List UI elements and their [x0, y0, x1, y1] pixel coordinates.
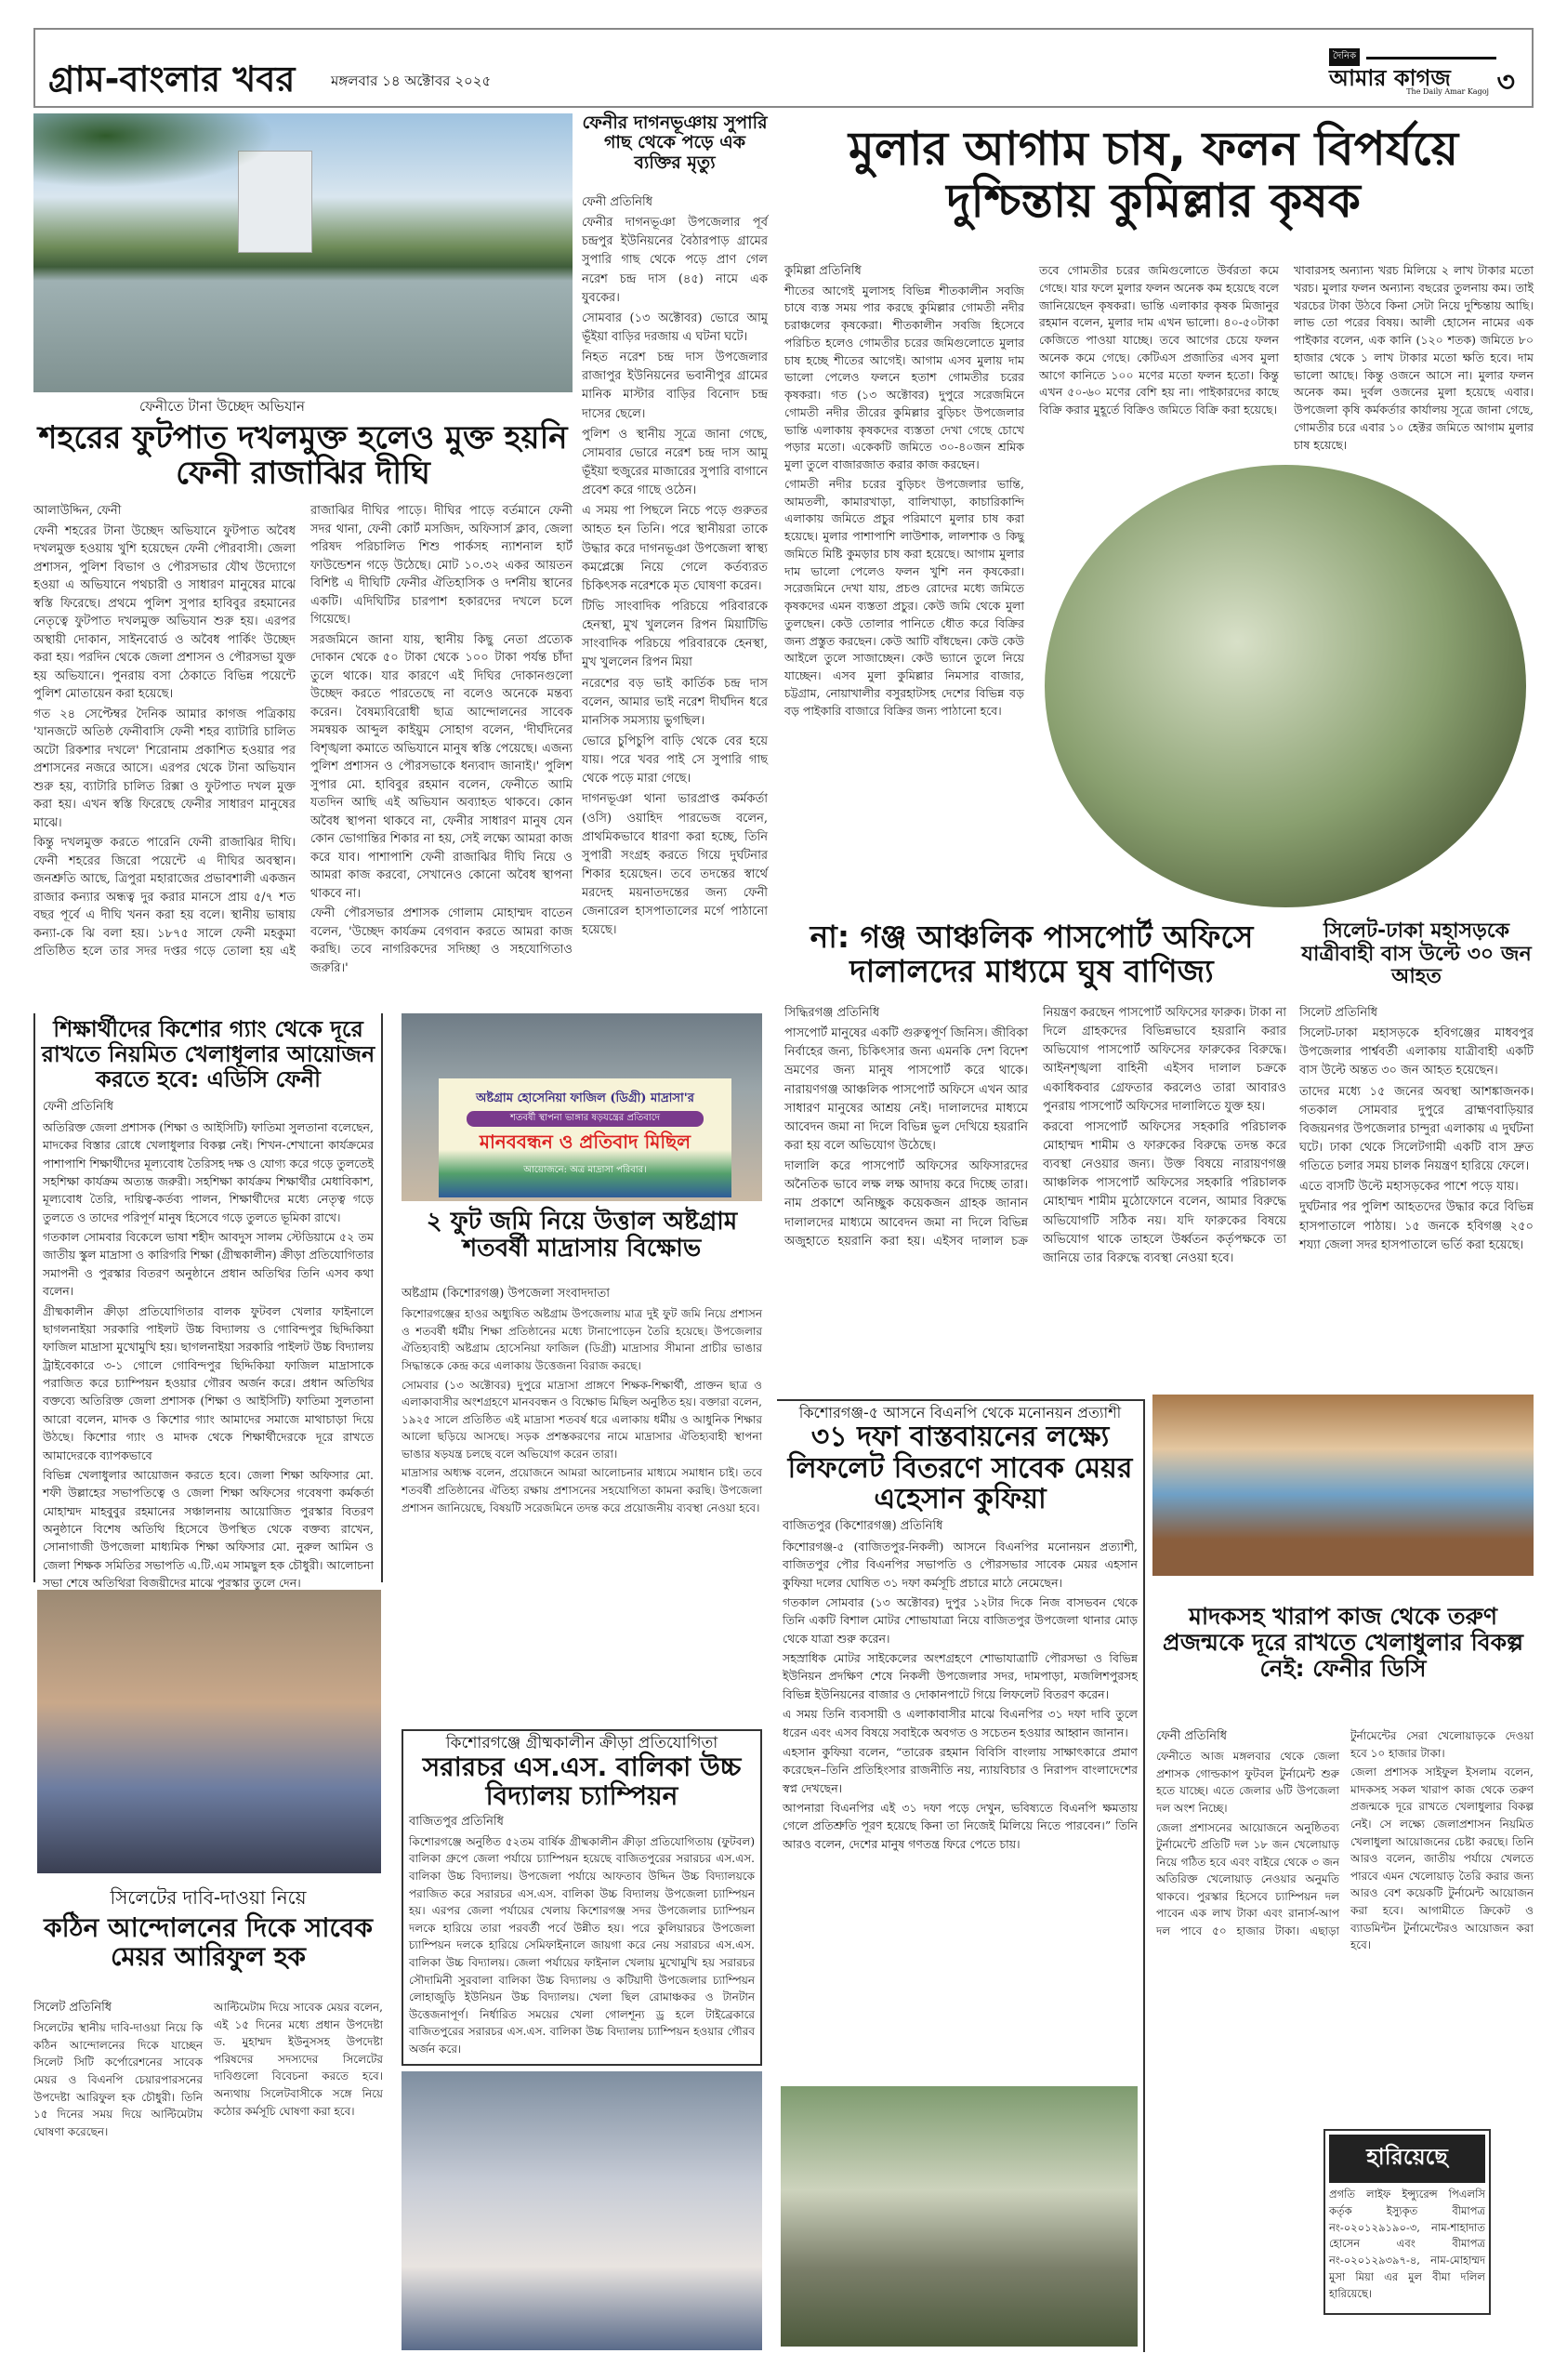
tree-shape	[33, 113, 275, 188]
logo-skyline-icon	[1366, 50, 1496, 60]
paragraph: দালালি করে পাসপোর্ট অফিসের অফিসারদের অনৈতিক ভাবে লক্ষ লক্ষ আদায় করে দিচ্ছে তারা। নাম প্রকাশে অনিচ্ছুক কয়েকজন গ্রাহক জানান দালালদের মাধ্যমে আবেদন জমা না দিলে বিভিন্ন অজুহাতে হয়রানি করা হয়। এইসব দালাল চক্র নিয়ন্ত্রণ করছেন পাসপোর্ট অফিসের ফারুক। টাকা না দিলে গ্রাহকদের বিভিন্নভাবে হয়রানি করার অভিযোগ পাসপোর্ট অফিসের ফারুকের বিরুদ্ধে। আইনশৃঙ্খলা বাহিনী এইসব দালাল চক্রকে একাধিকবার গ্রেফতার করলেও তারা আবারও পুনরায় পাসপোর্ট অফিসের দালালিতে যুক্ত হয়।	[784, 1006, 1286, 1249]
article-sylhet-bus	[1299, 1004, 1534, 1385]
article-feni-rajajhir	[33, 502, 573, 1004]
paragraph: গতকাল সোমবার বিকেলে ভাষা শহীদ আবদুস সালম স্টেডিয়ামে ৫২ তম জাতীয় স্কুল মাদ্রাসা ও কারিগরি শিক্ষা (গ্রীষ্মকালীন) ক্রীড়া প্রতিযোগিতার সমাপনী ও পুরস্কার বিতরণ অনুষ্ঠানে প্রধান অতিথির তিনি এসব কথা বলেন।	[43, 1230, 374, 1299]
sararchar-photo	[402, 2071, 762, 2350]
banner-line-1: অষ্টগ্রাম হোসেনিয়া ফাজিল (ডিগ্রী) মাদ্রাসা'র	[476, 1091, 694, 1105]
radish-column-1	[784, 262, 1024, 721]
logo-daily-label: দৈনিক	[1329, 48, 1360, 66]
byline: ফেনী প্রতিনিধি	[582, 195, 653, 209]
kicker-bnp: কিশোরগঞ্জ-৫ আসনে বিএনপি থেকে মনোনয়ন প্রত্যাশী	[798, 1404, 1122, 1421]
headline-feni-dc: মাদকসহ খারাপ কাজ থেকে তরুণ প্রজন্মকে দূরে রাখতে খেলাধুলার বিকল্প নেই: ফেনীর ডিসি	[1163, 1603, 1523, 1682]
headline-astagram: ২ ফুট জমি নিয়ে উত্তাল অষ্টগ্রাম শতবর্ষী মাদ্রাসায় বিক্ষোভ	[426, 1208, 738, 1263]
paragraph: গোমতী নদীর চরের বুড়িচং উপজেলার ভান্তি, আমতলী, কামারখাড়া, বালিখাড়া, কাচারিকান্দি এলাকায় জমিতে প্রচুর পরিমাণে মুলার চাষ করা হয়েছে। মুলার পাশাপাশি লাউশাক, লালশাক ও কিছু জমিতে মিষ্টি কুমড়ার চাষ করা হয়েছে। আগাম মুলার দাম ভালো পেলেও ফলন খুশি নন কৃষকেরা। সরেজমিনে দেখা যায়, প্রচণ্ড রোদের মধ্যে জমিতে কৃষকদের এমন ব্যস্ততা প্রচুর। কেউ জমি থেকে মুলা তুলছেন। কেউ তোলার পানিতে ধৌত করে বিক্রির জন্য প্রস্তুত করছেন। কেউ আটি বাঁধছেন। কেউ কেউ আইলে তুলে সাজাচ্ছেন। কেউ ভ্যানে তুলে নিয়ে যাচ্ছেন। এসব মুলা কুমিল্লার নিমসার বাজার, চট্টগ্রাম, নোয়াখালীর বসুরহাটসহ দেশের বিভিন্ন বড় বড় পাইকারি বাজারে বিক্রির জন্য পাঠানো হবে।	[784, 476, 1024, 718]
article-sararchar	[403, 1811, 760, 2056]
paragraph: মাদ্রাসার অধ্যক্ষ বলেন, প্রয়োজনে আমরা আলোচনার মাধ্যমে সমাধান চাই। তবে শতবর্ষী প্রতিষ্ঠানের ঐতিহ্য রক্ষায় প্রশাসনের সহযোগিতা কামনা করছি। উপজেলা প্রশাসন জানিয়েছে, বিষয়টি সরেজমিনে তদন্ত করে প্রয়োজনীয় ব্যবস্থা নেওয়া হবে।	[402, 1466, 762, 1514]
paragraph: এহসান কুফিয়া বলেন, “তারেক রহমান বিবিসি বাংলায় সাক্ষাৎকারে প্রমাণ করেছেন–তিনি প্রতিহিংসার রাজনীতি নয়, ন্যায়বিচার ও নিরাপদ বাংলাদেশের স্বপ্ন দেখছেন।	[783, 1744, 1138, 1795]
byline: সিলেট প্রতিনিধি	[1299, 1006, 1378, 1020]
adc-feni-box	[33, 1013, 383, 1591]
headline-supari: ফেনীর দাগনভূঞায় সুপারি গাছ থেকে পড়ে এক ব্যক্তির মৃত্যু	[582, 112, 768, 173]
paragraph: বিভিন্ন খেলাধুলার আয়োজন করতে হবে। জেলা শিক্ষা অফিসার মো. শফী উল্লাহের সভাপতিত্বে ও জেলা শিক্ষা অফিসের গবেষণা কর্মকর্তা মোহাম্মদ মাহবুবুর রহমানের সঞ্চালনায় আয়োজিত পুরস্কার বিতরণ অনুষ্ঠানে বিশেষ অতিথি হিসেবে উপস্থিত থেকে বক্তব্য রাখেন, সোনাগাজী উপজেলা মাধ্যমিক শিক্ষা অফিসার মো. নুরুল আমিন ও জেলা শিক্ষক সমিতির সভাপতি এ.টি.এম সামছুল হক চৌধুরী। আলোচনা সভা শেষে অতিথিরা বিজয়ীদের মাঝে পুরস্কার তুলে দেন।	[43, 1467, 374, 1591]
paragraph: তাদের মধ্যে ১৫ জনের অবস্থা আশঙ্কাজনক। গতকাল সোমবার দুপুরে ব্রাহ্মণবাড়িয়ার বিজয়নগর উপজেলার চান্দুরা এলাকায় এ দুর্ঘটনা ঘটে। ঢাকা থেকে সিলেটগামী একটি বাস দ্রুত গতিতে চলার সময় চালক নিয়ন্ত্রণ হারিয়ে ফেলে।	[1299, 1084, 1534, 1174]
article-feni-dc	[1156, 1727, 1534, 2136]
paragraph: কিশোরগঞ্জের হাওর অধ্যুষিত অষ্টগ্রাম উপজেলায় মাত্র দুই ফুট জমি নিয়ে প্রশাসন ও শতবর্ষী ধর্মীয় শিক্ষা প্রতিষ্ঠানের মধ্যে টানাপোড়েন তৈরি হয়েছে। উপজেলার ঐতিহ্যবাহী অষ্টগ্রাম হোসেনিয়া ফাজিল (ডিগ্রী) মাদ্রাসার সীমানা প্রাচীর ভাঙার সিদ্ধান্তকে কেন্দ্র করে এলাকায় উত্তেজনা বিরাজ করছে।	[402, 1307, 762, 1372]
lost-notice-title: হারিয়েছে	[1329, 2135, 1485, 2183]
bnp-box	[777, 1399, 1145, 2352]
newspaper-logo	[1329, 48, 1515, 100]
paragraph: গত ২৪ সেপ্টেম্বর দৈনিক আমার কাগজ পত্রিকায় 'যানজটে অতিষ্ঠ ফেনীবাসি ফেনী শহর ব্যাটারি চালিত অটো রিকশার দখলে' শিরোনাম প্রকাশিত হওয়ার পর প্রশাসনের নজরে আসে। এরপর থেকে টানা অভিযান শুরু হয়, ব্যাটারি চালিত রিক্সা ও ফুটপাত দখল মুক্ত করা হয়। এখন স্বস্তি ফিরেছে ফেনীর সাধারণ মানুষের মাঝে।	[33, 707, 296, 830]
paragraph: অতিরিক্ত জেলা প্রশাসক (শিক্ষা ও আইসিটি) ফাতিমা সুলতানা বলেছেন, মাদকের বিস্তার রোধে খেলাধুলার বিকল্প নেই। শিখন-শেখানো কার্যক্রমের পাশাপাশি শিক্ষার্থীদের মূল্যবোধ তৈরিসহ দক্ষ ও যোগ্য করে গড়ে তুলতেই সহশিক্ষা কার্যক্রম অত্যন্ত জরুরী। সহশিক্ষা কার্যক্রম শিক্ষার্থীর মেধাবিকাশ, মূল্যবোধ তৈরি, দায়িত্ব-কর্তব্য পালন, শিক্ষার্থীদের মধ্যে নেতৃত্ব গড়ে তুলতে ও তাদের পরিপূর্ণ মানুষ হিসেবে গড়ে তুলতে ভূমিকা রাখে।	[43, 1119, 374, 1224]
paragraph: করবো পাসপোর্ট অফিসের সহকারি পরিচালক মোহাম্মদ শামীম ও ফারুকের বিরুদ্ধে তদন্ত করে ব্যবস্থা নেওয়ার জন্য। উক্ত বিষয়ে নারায়ণগঞ্জ আঞ্চলিক পাসপোর্ট অফিসের সহকারি পরিচালক মোহাম্মদ শামীম মুঠোফোনে বলেন, আমার বিরুদ্ধে অভিযোগটি সঠিক নয়। যদি ফারুকের বিষয়ে অভিযোগ থাকে তাহলে উর্ধ্বতন কর্তৃপক্ষকে তা জানিয়ে তার বিরুদ্ধে ব্যবস্থা নেওয়া হবে।	[1043, 1119, 1286, 1265]
headline-bnp: ৩১ দফা বাস্তবায়নের লক্ষ্যে লিফলেট বিতরণে সাবেক মেয়র এহেসান কুফিয়া	[787, 1420, 1133, 1516]
paragraph: জেলা প্রশাসক সাইফুল ইসলাম বলেন, মাদকসহ সকল খারাপ কাজ থেকে তরুণ প্রজন্মকে দূরে রাখতে খেলাধুলার বিকল্প নেই। সে লক্ষ্যে জেলাপ্রশাসন নিয়মিত খেলাধুলা আয়োজনের চেষ্টা করছে। তিনি আরও বলেন, জাতীয় পর্যায়ে খেলতে পারবে এমন খেলোয়াড় তৈরি করার জন্য আরও বেশ কয়েকটি টুর্নামেন্ট আয়োজন করা হবে। আগামীতে ক্রিকেট ও ব্যাডমিন্টন টুর্নামেন্টেরও আয়োজন করা হবে।	[1350, 1765, 1534, 1952]
paragraph: সরজমিনে জানা যায়, স্থানীয় কিছু নেতা প্রত্যেক দোকান থেকে ৫০ টাকা থেকে ১০০ টাকা পর্যন্ত চাঁদা তুলে থাকে। যার কারণে এই দিঘির দোকানগুলো উচ্ছেদ করতে পারতেছে না বলেও অনেকে মন্তব্য করেন। বৈষম্যবিরোধী ছাত্র আন্দোলনের সাবেক সমন্বয়ক আব্দুল কাইয়ুম সোহাগ বলেন, 'দীর্ঘদিনের বিশৃঙ্খলা কমাতে অভিযানে মানুষ স্বস্তি পেয়েছে। এজন্য পুলিশ প্রশাসন ও পৌরসভাকে ধন্যবাদ জানাই।' পুলিশ সুপার মো. হাবিবুর রহমান বলেন, ফেনীতে আমি যতদিন আছি এই অভিযান অব্যাহত থাকবে। কোন অবৈধ স্থাপনা থাকবে না, ফেনীর সাধারণ মানুষ যেন কোন ভোগান্তির শিকার না হয়, সেই লক্ষ্যে আমরা কাজ করে যাব। পাশাপাশি ফেনী রাজাঝির দীঘি নিয়ে ও আমরা কাজ করবো, সেখানেও কোনো অবৈধ স্থাপনা থাকবে না।	[310, 632, 573, 901]
paragraph: এ সময় পা পিছলে নিচে পড়ে গুরুতর আহত হন তিনি। পরে স্থানীয়রা তাকে উদ্ধার করে দাগনভূঞা উপজেলা স্বাস্থ্য কমপ্লেক্সে নিয়ে গেলে কর্তব্যরত চিকিৎসক নরেশকে মৃত ঘোষণা করেন।	[582, 504, 768, 593]
headline-radish: মুলার আগাম চাষ, ফলন বিপর্যয়ে দুশ্চিন্তায় কুমিল্লার কৃষক	[848, 122, 1459, 228]
feni-lake-photo	[33, 113, 573, 392]
article-supari	[582, 193, 768, 1002]
paragraph: ফেনীর দাগনভূঞা উপজেলার পূর্ব চন্দ্রপুর ইউনিয়নের বৈঠারপাড় গ্রামের সুপারি গাছ থেকে পড়ে প্রাণ গেল নরেশ চন্দ্র দাস (৪৫) নামে এক যুবকের।	[582, 216, 768, 305]
byline: সিলেট প্রতিনিধি	[33, 2001, 112, 2015]
kicker-sararchar: কিশোরগঞ্জে গ্রীষ্মকালীন ক্রীড়া প্রতিযোগিতা	[445, 1734, 718, 1752]
paragraph: জেলা প্রশাসনের আয়োজনে অনুষ্ঠিতব্য টুর্নামেন্টে প্রতিটি দল ১৮ জন খেলোয়াড় নিয়ে গঠিত হবে এবং বাইরে থেকে ৩ জন অতিরিক্ত খেলোয়াড় নেওয়ার অনুমতি থাকবে। পুরস্কার হিসেবে চ্যাম্পিয়ন দল পাবেন এক লাখ টাকা এবং রানার্স-আপ দল পাবে ৫০ হাজার টাকা। এছাড়া টুর্নামেন্টের সেরা খেলোয়াড়কে দেওয়া হবে ১০ হাজার টাকা।	[1156, 1729, 1534, 1938]
photo-caption: ফেনীতে টানা উচ্ছেদ অভিযান	[139, 398, 305, 415]
byline: বাজিতপুর প্রতিনিধি	[409, 1814, 504, 1829]
paragraph: সিলেটের স্থানীয় দাবি-দাওয়া নিয়ে কি কঠিন আন্দোলনের দিকে যাচ্ছেন সিলেট সিটি কর্পোরেশনের সাবেক মেয়র ও বিএনপি চেয়ারপারসনের উপদেষ্টা আরিফুল হক চৌধুরী। তিনি ১৫ দিনের সময় দিয়ে আল্টিমেটাম ঘোষণা করেছেন।	[33, 2021, 203, 2138]
section-title: গ্রাম-বাংলার খবর	[48, 59, 296, 99]
bnp-rally-photo	[781, 2086, 1138, 2347]
paragraph: নরেশের বড় ভাই কার্তিক চন্দ্র দাস বলেন, আমার ভাই নরেশ দীর্ঘদিন ধরে মানসিক সমস্যায় ভুগছিল।	[582, 676, 768, 728]
masthead	[33, 28, 1534, 108]
logo-name: আমার কাগজ	[1329, 65, 1451, 91]
byline: কুমিল্লা প্রতিনিধি	[784, 264, 862, 278]
headline-feni-rajajhir: শহরের ফুটপাত দখলমুক্ত হলেও মুক্ত হয়নি ফেনী রাজাঝির দীঘি	[38, 419, 568, 493]
radish-column-2	[1039, 262, 1279, 421]
byline: ফেনী প্রতিনিধি	[1156, 1729, 1228, 1743]
paragraph: ফেনীতে আজ মঙ্গলবার থেকে জেলা প্রশাসক গোল্ডকাপ ফুটবল টুর্নামেন্ট শুরু হতে যাচ্ছে। এতে জেলার ৬টি উপজেলা দল অংশ নিচ্ছে।	[1156, 1750, 1339, 1815]
paragraph: পাসপোর্ট মানুষের একটি গুরুত্বপূর্ণ জিনিস। জীবিকা নির্বাহের জন্য, চিকিৎসার জন্য এমনকি দেশ বিদেশ ভ্রমণের জন্য মানুষ পাসপোর্ট করে থাকে। নারায়ণগঞ্জ আঞ্চলিক পাসপোর্ট অফিসে এখন আর সাধারণ মানুষের আশ্রয় নেই। দালালদের মাধ্যমে আবেদন জমা না দিলে বিভিন্ন ভুল দেখিয়ে হয়রানি করা হয় বলে অভিযোগ উঠেছে।	[784, 1026, 1028, 1153]
paragraph: ভোরে চুপিচুপি বাড়ি থেকে বের হয়ে যায়। পরে খবর পাই সে সুপারি গাছ থেকে পড়ে মারা গেছে।	[582, 734, 768, 787]
sararchar-box	[402, 1729, 762, 2066]
headline-adc-feni: শিক্ষার্থীদের কিশোর গ্যাং থেকে দূরে রাখতে নিয়মিত খেলাধূলার আয়োজন করতে হবে: এডিসি ফেনী	[41, 1016, 375, 1092]
article-bnp	[777, 1515, 1143, 2036]
paragraph: টিভি সাংবাদিক পরিচয়ে পরিবারকে হেনস্থা, মুখ খুললেন রিপন মিয়াটিভি সাংবাদিক পরিচয়ে পরিবারকে হেনস্থা, মুখ খুললেন রিপন মিয়া	[582, 599, 768, 670]
paragraph: শীতের আগেই মুলাসহ বিভিন্ন শীতকালীন সবজি চাষে ব্যস্ত সময় পার করছে কুমিল্লার গোমতী নদীর চরাঞ্চলের কৃষকেরা। শীতকালীন সবজি হিসেবে পরিচিত হলেও গোমতীর চরের জমিগুলোতে মুলার চাষ হচ্ছে শীতের আগেই। আগাম এসব মুলায় দাম ভালো পেলেও ফলনে হতাশ গোমতীর চরের কৃষকরা। গত (১৩ অক্টোবর) দুপুরে সরেজমিনে গোমতী নদীর তীরের কুমিল্লার বুড়িচং উপজেলার ভান্তি এলাকায় কৃষকদের ব্যস্ততা দেখা গেছে চোখে পড়ার মতো। একেকটি জমিতে ৩০-৪০জন শ্রমিক মুলা তুলে বাজারজাত করার কাজ করছেন।	[784, 283, 1024, 471]
article-passport	[784, 1004, 1286, 1385]
paragraph: আপনারা বিএনপির এই ৩১ দফা পড়ে দেখুন, ভবিষ্যতে বিএনপি ক্ষমতায় গেলে প্রতিশ্রুতি পূরণ হয়েছে কিনা তা নিজেই মিলিয়ে নিতে পারবেন।” তিনি আরও বলেন, দেশের মানুষ গণতন্ত্র ফিরে পেতে চায়।	[783, 1801, 1138, 1851]
feni-dc-photo	[1152, 1395, 1534, 1576]
paragraph: কিন্তু দখলমুক্ত করতে পারেনি ফেনী রাজাঝির দীঘি। ফেনী শহরের জিরো পয়েন্টে এ দীঘির অবস্থান। জনশ্রুতি আছে, ত্রিপুরা মহারাজের প্রভাবশালী একজন রাজার কন্যার অন্ধত্ব দুর করার মানসে প্রায় ৫/৭ শত বছর পূর্বে এ দীঘি খনন করা হয় বলে। স্থানীয় ভাষায় কন্যা-কে ঝি বলা হয়। ১৮৭৫ সালে ফেনী মহকুমা প্রতিষ্ঠিত হলে তার সদর দপ্তর গড়ে তোলা হয় এই রাজাঝির দীঘির পাড়ে। দীঘির পাড়ে বর্তমানে ফেনী সদর থানা, ফেনী কোর্ট মসজিদ, অফিসার্স ক্লাব, জেলা পরিষদ পরিচালিত শিশু পার্কসহ ন্যাশনাল হার্ট ফাউন্ডেশন গড়ে উঠেছে। মোট ১০.৩২ একর আয়তন বিশিষ্ট এ দীঘিটি ফেনীর ঐতিহাসিক ও দর্শনীয় স্থানের একটি। এদিঘিটির চারপাশ হকারদের দখলে চলে গিয়েছে।	[33, 504, 573, 959]
protest-banner	[439, 1078, 731, 1197]
paragraph: খাবারসহ অন্যান্য খরচ মিলিয়ে ২ লাখ টাকার মতো খরচ। মুলার ফলন অন্যান্য বছরের তুলনায় কম। তাই খরচের টাকা উঠবে কিনা সেটা নিয়ে দুশ্চিন্তায় আছি। লাভ তো পরের বিষয়। আলী হোসেন নামের এক পাইকার বলেন, এক কানি (১২০ শতক) জমিতে ৮০ হাজার থেকে ১ লাখ টাকার মতো ক্ষতি হবে। দাম ভালো আছে। কিন্তু ওজনে আসে না। মুলার ফলন অনেক কম। দুর্বল ওজনের মুলা হয়েছে এবার। উপজেলা কৃষি কর্মকর্তার কার্যালয় সূত্রে জানা গেছে, গোমতীর চরে এবার ১০ হেক্টর জমিতে আগাম মুলার চাষ হয়েছে।	[1294, 263, 1534, 452]
banner-line-2: শতবর্ষী স্থাপনা ভাঙ্গার ষড়যন্ত্রের প্রতিবাদে	[467, 1111, 704, 1127]
headline-sylhet-mayor: কঠিন আন্দোলনের দিকে সাবেক মেয়র আরিফুল হক	[44, 1912, 373, 1973]
lost-notice	[1323, 2129, 1491, 2315]
astagram-protest-photo	[402, 1013, 762, 1201]
paragraph: ফেনী পৌরসভার প্রশাসক গোলাম মোহাম্মদ বাতেন বলেন, 'উচ্ছেদ কার্যক্রম বেগবান করতে আমরা কাজ করছি। তবে নাগরিকদের সদিচ্ছা ও সহযোগিতাও জরুরি।'	[310, 906, 573, 975]
paragraph: নিহত নরেশ চন্দ্র দাস উপজেলার রাজাপুর ইউনিয়নের ভবানীপুর গ্রামের মানিক মাস্টার বাড়ির বিনোদ চন্দ্র দাসের ছেলে।	[582, 350, 768, 421]
logo-english: The Daily Amar Kagoj	[1406, 87, 1489, 96]
paragraph: কিশোরগঞ্জে অনুষ্ঠিত ৫২তম বার্ষিক গ্রীষ্মকালীন ক্রীড়া প্রতিযোগিতায় (ফুটবল) বালিকা গ্রুপে জেলা পর্যায়ে চ্যাম্পিয়ন হয়েছে বাজিতপুরের সরারচর এস.এস. বালিকা উচ্চ বিদ্যালয়। উপজেলা পর্যায়ে আফতাব উদ্দিন উচ্চ বিদ্যালয়কে পরাজিত করে সরারচর এস.এস. বালিকা উচ্চ বিদ্যালয় উপজেলা চ্যাম্পিয়ন হয়। এরপর জেলা পর্যায়ের খেলায় কিশোরগঞ্জ সদর উপজেলার চ্যাম্পিয়ন দলকে হারিয়ে তারা পরবর্তী পর্বে উন্নীত হয়। পরে কুলিয়ারচর উপজেলা চ্যাম্পিয়ন দলকে হারিয়ে সেমিফাইনালে জায়গা করে নেয় সরারচর এস.এস. বালিকা উচ্চ বিদ্যালয়। জেলা পর্যায়ের ফাইনাল খেলায় মুখোমুখি হয় সরারচর সৌদামিনী সুরবালা বালিকা উচ্চ বিদ্যালয় ও কটিয়াদী উপজেলার চ্যাম্পিয়ন লোহাজুড়ি ইউনিয়ন উচ্চ বিদ্যালয়। খেলা ছিল রোমাঞ্চকর ও টানটান উত্তেজনাপূর্ণ। নির্ধারিত সময়ের খেলা গোলশূন্য ড্র হলে টাইব্রেকারে বাজিতপুরের সরারচর এস.এস. বালিকা উচ্চ বিদ্যালয় চ্যাম্পিয়ন হওয়ার গৌরব অর্জন করে।	[409, 1834, 755, 2056]
radish-photo	[1041, 461, 1530, 911]
byline: আলাউদ্দিন, ফেনী	[33, 504, 122, 518]
paragraph: গ্রীষ্মকালীন ক্রীড়া প্রতিযোগিতার বালক ফুটবল খেলার ফাইনালে ছাগলনাইয়া সরকারি পাইলট উচ্চ বিদ্যালয় ও গোবিন্দপুর ছিদ্দিকিয়া ফাজিল মাদ্রাসা মুখোমুখি হয়। ছাগলনাইয়া সরকারি পাইলট উচ্চ বিদ্যালয় ট্রাইবেকারে ৩-১ গোলে গোবিন্দপুর ছিদ্দিকিয়া ফাজিল মাদ্রাসাকে পরাজিত করে চ্যাম্পিয়ন হওয়ার গৌরব অর্জন করে। প্রধান অতিথির বক্তব্যে অতিরিক্ত জেলা প্রশাসক (শিক্ষা ও আইসিটি) ফাতিমা সুলতানা আরো বলেন, মাদক ও কিশোর গ্যাং আমাদের সমাজে মাথাচাড়া দিয়ে উঠছে। কিশোর গ্যাং ও মাদক থেকে শিক্ষার্থীদেরকে দূরে রাখতে আমাদেরকে ব্যাপকভাবে	[43, 1303, 374, 1462]
paragraph: কিশোরগঞ্জ-৫ (বাজিতপুর-নিকলী) আসনে বিএনপির মনোনয়ন প্রত্যাশী, বাজিতপুর পৌর বিএনপির সভাপতি ও পৌরসভার সাবেক মেয়র এহসান কুফিয়া দলের ঘোষিত ৩১ দফা কর্মসূচি প্রচারে মাঠে নেমেছেন।	[783, 1539, 1138, 1590]
paragraph: গতকাল সোমবার (১৩ অক্টোবর) দুপুর ১২টার দিকে নিজ বাসভবন থেকে তিনি একটি বিশাল মোটর শোভাযাত্রা নিয়ে বাজিতপুর উপজেলা থানার মোড় থেকে যাত্রা শুরু করেন।	[783, 1594, 1138, 1646]
banner-line-4: আয়োজনে: অত্র মাদ্রাসা পরিবার।	[523, 1165, 647, 1175]
article-adc-feni	[35, 1096, 381, 1591]
byline: সিদ্ধিরগঞ্জ প্রতিনিধি	[784, 1006, 880, 1020]
kicker-sylhet-mayor: সিলেটের দাবি-দাওয়া নিয়ে	[110, 1886, 307, 1909]
paragraph: আল্টিমেটাম দিয়ে সাবেক মেয়র বলেন, এই ১৫ দিনের মধ্যে প্রধান উপদেষ্টা ড. মুহাম্মদ ইউনুসসহ উপদেষ্টা পরিষদের সদস্যদের সিলেটের দাবিগুলো বিবেচনা করতে হবে। অন্যথায় সিলেটবাসীকে সঙ্গে নিয়ে কঠোর কর্মসূচি ঘোষণা করা হবে।	[214, 2001, 383, 2118]
paragraph: এ সময় তিনি ব্যবসায়ী ও এলাকাবাসীর মাঝে বিএনপির ৩১ দফা দাবি তুলে ধরেন এবং এসব বিষয়ে সবাইকে অবগত ও সচেতন হওয়ার আহ্বান জানান।	[783, 1707, 1138, 1739]
paragraph: দাগনভূঞা থানা ভারপ্রাপ্ত কর্মকর্তা (ওসি) ওয়াহিদ পারভেজ বলেন, প্রাথমিকভাবে ধারণা করা হচ্ছে, তিনি সুপারী সংগ্রহ করতে গিয়ে দুর্ঘটনার শিকার হয়েছেন। তবে তদন্তের স্বার্থে মরদেহ ময়নাতদন্তের জন্য ফেনী জেনারেল হাসপাতালের মর্গে পাঠানো হয়েছে।	[582, 792, 768, 938]
paragraph: ফেনী শহরের টানা উচ্ছেদ অভিযানে ফুটপাত অবৈধ দখলমুক্ত হওয়ায় খুশি হয়েছেন ফেনী পৌরবাসী। জেলা প্রশাসন, পুলিশ বিভাগ ও পৌরসভার যৌথ উদ্যোগে হওয়া এ অভিযানে পথচারী ও সাধারণ মানুষের মাঝে স্বস্তি ফিরেছে। প্রথমে পুলিশ সুপার হাবিবুর রহমানের নেতৃত্বে ফুটপাত দখলমুক্ত অভিযান শুরু হয়। এরপর অস্থায়ী দোকান, সাইনবোর্ড ও অবৈধ পার্কিং উচ্ছেদ করা হয়। পরদিন থেকে জেলা প্রশাসন ও পৌরসভা যুক্ত হয় অভিযানে। পুনরায় বসা ঠেকাতে বিভিন্ন পয়েন্টে পুলিশ মোতায়েন করা হয়েছে।	[33, 523, 296, 701]
banner-line-3: মানববন্ধন ও প্রতিবাদ মিছিল	[479, 1130, 691, 1153]
paragraph: দুর্ঘটনার পর পুলিশ আহতদের উদ্ধার করে বিভিন্ন হাসপাতালে পাঠায়। ১৫ জনকে হবিগঞ্জ ২৫০ শয্যা জেলা সদর হাসপাতালে ভর্তি করা হয়েছে।	[1299, 1200, 1534, 1252]
headline-sararchar: সরারচর এস.এস. বালিকা উচ্চ বিদ্যালয় চ্যাম্পিয়ন	[422, 1752, 742, 1812]
byline: ফেনী প্রতিনিধি	[43, 1099, 114, 1114]
byline: বাজিতপুর (কিশোরগঞ্জ) প্রতিনিধি	[783, 1518, 943, 1533]
byline: অষ্টগ্রাম (কিশোরগঞ্জ) উপজেলা সংবাদদাতা	[402, 1287, 610, 1301]
paragraph: তবে গোমতীর চরের জমিগুলোতে উর্বরতা কমে গেছে। যার ফলে মুলার ফলন অনেক কম হয়েছে বলে জানিয়েছেন কৃষকরা। ভান্তি এলাকার কৃষক মিজানুর রহমান বলেন, মুলার দাম এখন ভালো। ৪০-৫০টাকা কেজিতে পাওয়া যাচ্ছে। তবে আগের চেয়ে ফলন অনেক কমে গেছে। কেটিএস প্রজাতির এসব মুলা আগে কানিতে ১০০ মণের মতো ফলন হতো। কিন্তু এখন ৫০-৬০ মণের বেশি হয় না। পাইকারদের কাছে বিক্রি করার মুহূর্তে বিক্রিও জমিতে বিক্রি করা হয়েছে।	[1039, 263, 1279, 416]
headline-passport: না: গঞ্জ আঞ্চলিক পাসপোর্ট অফিসে দালালদের মাধ্যমে ঘুষ বাণিজ্য	[810, 919, 1254, 989]
adc-feni-photo	[37, 1590, 381, 1873]
page-number: ৩	[1496, 66, 1515, 99]
paragraph: সোমবার (১৩ অক্টোবর) ভোরে আমু ভূঁইয়া বাড়ির দরজায় এ ঘটনা ঘটে।	[582, 311, 768, 344]
paragraph: সিলেট-ঢাকা মহাসড়কে হবিগঞ্জের মাধবপুর উপজেলার পার্শ্ববর্তী এলাকায় যাত্রীবাহী একটি বাস উল্টে অন্তত ৩০ জন আহত হয়েছেন।	[1299, 1026, 1534, 1078]
paragraph: সহস্রাধিক মোটর সাইকেলের অংশগ্রহণে শোভাযাত্রাটি পৌরসভা ও বিভিন্ন ইউনিয়ন প্রদক্ষিণ শেষে নিকলী উপজেলার সদর, দামপাড়া, মজলিশপুরসহ বিভিন্ন ইউনিয়নের বাজার ও দোকানপাটে গিয়ে লিফলেট বিতরণ করেন।	[783, 1651, 1138, 1701]
paragraph: এতে বাসটি উল্টে মহাসড়কের পাশে পড়ে যায়।	[1299, 1180, 1519, 1195]
lost-notice-text: প্রগতি লাইফ ইন্স্যুরেন্স পিএলসি কর্তৃক ইস্যুকৃত বীমাপত্র নং-০২০১২৯১৯০-৩, নাম-শাহাদাত হোসেন এবং বীমাপত্র নং-০২০১২৯৩৯৭-৪, নাম-মোহাম্মদ মুসা মিয়া এর মুল বীমা দলিল হারিয়েছে।	[1329, 2188, 1485, 2300]
headline-sylhet-bus: সিলেট-ঢাকা মহাসড়কে যাত্রীবাহী বাস উল্টে ৩০ জন আহত	[1301, 919, 1532, 989]
radish-column-3	[1294, 262, 1534, 456]
issue-date: মঙ্গলবার ১৪ অক্টোবর ২০২৫	[331, 73, 492, 89]
article-sylhet-mayor	[33, 1999, 383, 2352]
paragraph: পুলিশ ও স্থানীয় সূত্রে জানা গেছে, সোমবার ভোরে নরেশ চন্দ্র দাস আমু ভূঁইয়া হুজুরের মাজারের সুপারি বাগানে প্রবেশ করে গাছে ওঠেন।	[582, 427, 768, 498]
paragraph: সোমবার (১৩ অক্টোবর) দুপুরে মাদ্রাসা প্রাঙ্গণে শিক্ষক-শিক্ষার্থী, প্রাক্তন ছাত্র ও এলাকাবাসীর অংশগ্রহণে মানববন্ধন ও বিক্ষোভ মিছিল অনুষ্ঠিত হয়। বক্তারা বলেন, ১৯২৫ সালে প্রতিষ্ঠিত এই মাদ্রাসা শতবর্ষ ধরে এলাকায় ধর্মীয় ও আধুনিক শিক্ষার আলো ছড়িয়ে আসছে। সড়ক প্রশস্তকরণের নামে মাদ্রাসার ঐতিহ্যবাহী স্থাপনা ভাঙার ষড়যন্ত্র চলছে বলে অভিযোগ করেন তারা।	[402, 1378, 762, 1461]
article-astagram	[402, 1285, 762, 1657]
